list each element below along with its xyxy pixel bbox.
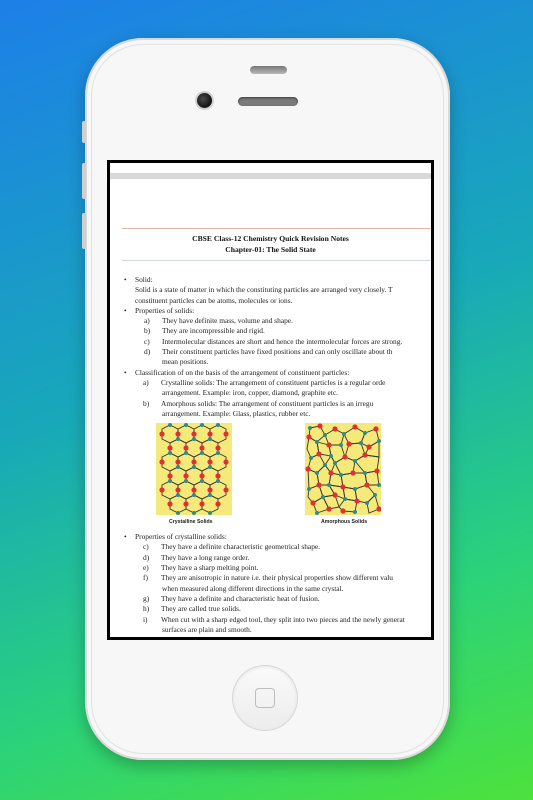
list-item: b) Amorphous solids: The arrangement of constituent particles is an irregu [143,398,374,408]
title-line-1: CBSE Class-12 Chemistry Quick Revision Notes [192,234,349,243]
earpiece-speaker [238,97,298,106]
home-button[interactable] [233,666,297,730]
list-item: c) Intermolecular distances are short and hence the intermolecular forces are strong. [144,336,403,346]
list-item: e) They have a sharp melting point. [143,563,259,573]
earpiece-top [250,66,287,74]
volume-up-button [82,163,86,199]
solid-text-1: Solid is a state of matter in which the constituting particles are arranged very closely. T [135,285,393,295]
list-continuation: arrangement. Example: Glass, plastics, rubber etc. [162,408,311,418]
solid-heading: • Solid: [122,275,434,285]
list-item: b) They are incompressible and rigid. [144,326,265,336]
list-continuation: mean positions. [162,357,209,367]
props-heading: • Properties of solids: [122,306,434,316]
list-item: d) They have a long range order. [143,552,250,562]
list-item: a) They have definite mass, volume and shape. [144,316,293,326]
list-item: a) Crystalline solids: The arrangement of constituent particles is a regular orde [143,377,386,387]
document-body [122,275,434,635]
home-square-icon [255,688,275,708]
list-item: c) They have a definite characteristic geometrical shape. [143,542,321,552]
title-line-2: Chapter-01: The Solid State [225,245,316,254]
volume-down-button [82,213,86,249]
solids-figure [122,419,434,532]
title-rule [122,260,434,261]
list-item: h) They are called true solids. [143,604,241,614]
crystalline-props-heading: • Properties of crystalline solids: [122,532,434,542]
document-title [110,233,431,255]
classification-heading: • Classification of on the basis of the arrangement of constituent particles: [122,368,434,378]
solid-text-2: constituent particles can be atoms, molecules or ions. [135,295,293,305]
list-item: g) They have a definite and characteristic heat of fusion. [143,593,320,603]
amorphous-caption: Amorphous Solids [321,519,368,526]
list-continuation: when measured along different directions in the same crystal. [162,583,344,593]
crystalline-caption: Crystalline Solids [169,519,213,526]
list-continuation: surfaces are plain and smooth. [162,624,252,634]
list-item: i) When cut with a sharp edged tool, they split into two pieces and the newly generat [143,614,405,624]
list-item: f) They are anisotropic in nature i.e. their physical properties show different valu [143,573,393,583]
amorphous-lattice-image [305,423,381,515]
header-rule [122,228,434,229]
front-camera-icon [197,93,212,108]
list-item: d) Their constituent particles have fixed positions and can only oscillate about th [144,347,393,357]
phone-screen[interactable] [107,160,434,640]
phone-frame [85,38,450,760]
list-continuation: arrangement. Example: iron, copper, diamond, graphite etc. [162,388,338,398]
mute-switch [82,121,86,143]
document-toolbar-strip [110,173,431,179]
crystalline-lattice-image [156,423,232,515]
